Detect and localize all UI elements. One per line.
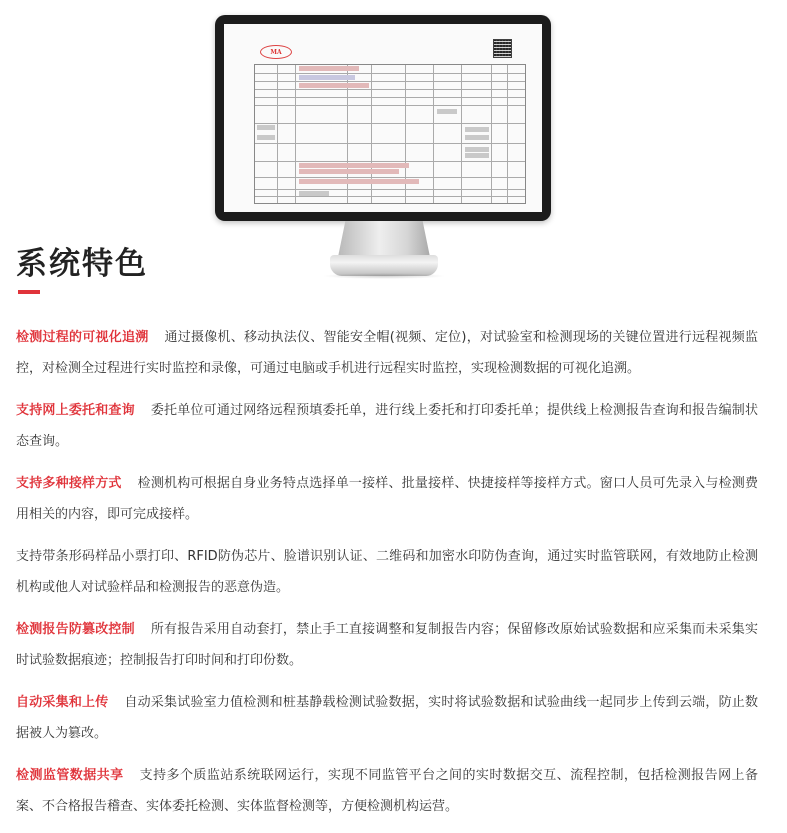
title-accent-bar — [18, 290, 40, 294]
redacted-field — [465, 135, 489, 140]
redacted-field — [299, 191, 329, 196]
feature-title: 检测报告防篡改控制 — [16, 622, 135, 637]
redacted-field — [299, 163, 409, 168]
feature-text: 通过摄像机、移动执法仪、智能安全帽(视频、定位)，对试验室和检测现场的关键位置进行远程视频监控，对检测全过程进行实时监控和录像，可通过电脑或手机进行远程实时监控，实现检测数据的可视化追溯。 — [16, 330, 758, 376]
feature-text: 检测机构可根据自身业务特点选择单一接样、批量接样、快捷接样等接样方式。窗口人员可先录入与检测费用相关的内容，即可完成接样。 — [16, 476, 758, 522]
redacted-field — [299, 83, 369, 88]
feature-item-sampling-modes — [16, 468, 758, 530]
redacted-field — [299, 75, 355, 80]
feature-item-online-entrust — [16, 395, 758, 457]
feature-item-visual-trace — [16, 322, 758, 384]
feature-text: 支持多个质监站系统联网运行，实现不同监管平台之间的实时数据交互、流程控制，包括检测报告网上备案、不合格报告稽查、实体委托检测、实体监督检测等，方便检测机构运营。 — [16, 768, 758, 814]
feature-list — [16, 322, 758, 833]
redacted-field — [299, 169, 399, 174]
table-col-rule — [433, 65, 434, 203]
feature-title: 支持网上委托和查询 — [16, 403, 135, 418]
cma-logo: MA — [260, 45, 292, 59]
qr-code-icon — [494, 40, 511, 57]
feature-text: 自动采集试验室力值检测和桩基静载检测试验数据，实时将试验数据和试验曲线一起同步上传到云端，防止数据被人为篡改。 — [16, 695, 758, 741]
table-col-rule — [295, 65, 296, 203]
feature-title: 支持多种接样方式 — [16, 476, 122, 491]
redacted-field — [465, 147, 489, 152]
table-col-rule — [507, 65, 508, 203]
redacted-field — [465, 127, 489, 132]
feature-item-data-sharing — [16, 760, 758, 822]
feature-text: 委托单位可通过网络远程预填委托单，进行线上委托和打印委托单；提供线上检测报告查询和报告编制状态查询。 — [16, 403, 758, 449]
feature-text: 支持带条形码样品小票打印、RFID防伪芯片、脸谱识别认证、二维码和加密水印防伪查询，通过实时监管联网，有效地防止检测机构或他人对试验样品和检测报告的恶意伪造。 — [16, 549, 758, 595]
redacted-field — [299, 66, 359, 71]
monitor-illustration — [215, 15, 551, 221]
feature-text: 所有报告采用自动套打，禁止手工直接调整和复制报告内容；保留修改原始试验数据和应采集而未采集实时试验数据痕迹；控制报告打印时间和打印份数。 — [16, 622, 758, 668]
table-col-rule — [461, 65, 462, 203]
monitor-bezel — [215, 15, 551, 221]
section-title: 系统特色 — [16, 246, 148, 282]
feature-title: 检测监管数据共享 — [16, 768, 124, 783]
feature-item-tamper-proof — [16, 614, 758, 676]
test-report-document — [234, 30, 532, 208]
monitor-stand-shadow — [322, 273, 446, 279]
redacted-field — [257, 135, 275, 140]
redacted-field — [257, 125, 275, 130]
monitor-screen — [224, 24, 542, 212]
feature-title: 自动采集和上传 — [16, 695, 109, 710]
table-col-rule — [277, 65, 278, 203]
table-col-rule — [491, 65, 492, 203]
redacted-field — [465, 153, 489, 158]
feature-title: 检测过程的可视化追溯 — [16, 330, 149, 345]
redacted-field — [299, 179, 419, 184]
monitor-stand-neck — [338, 221, 430, 257]
feature-item-anti-counterfeit — [16, 541, 758, 603]
report-table — [254, 64, 526, 204]
redacted-field — [437, 109, 457, 114]
feature-item-auto-upload — [16, 687, 758, 749]
